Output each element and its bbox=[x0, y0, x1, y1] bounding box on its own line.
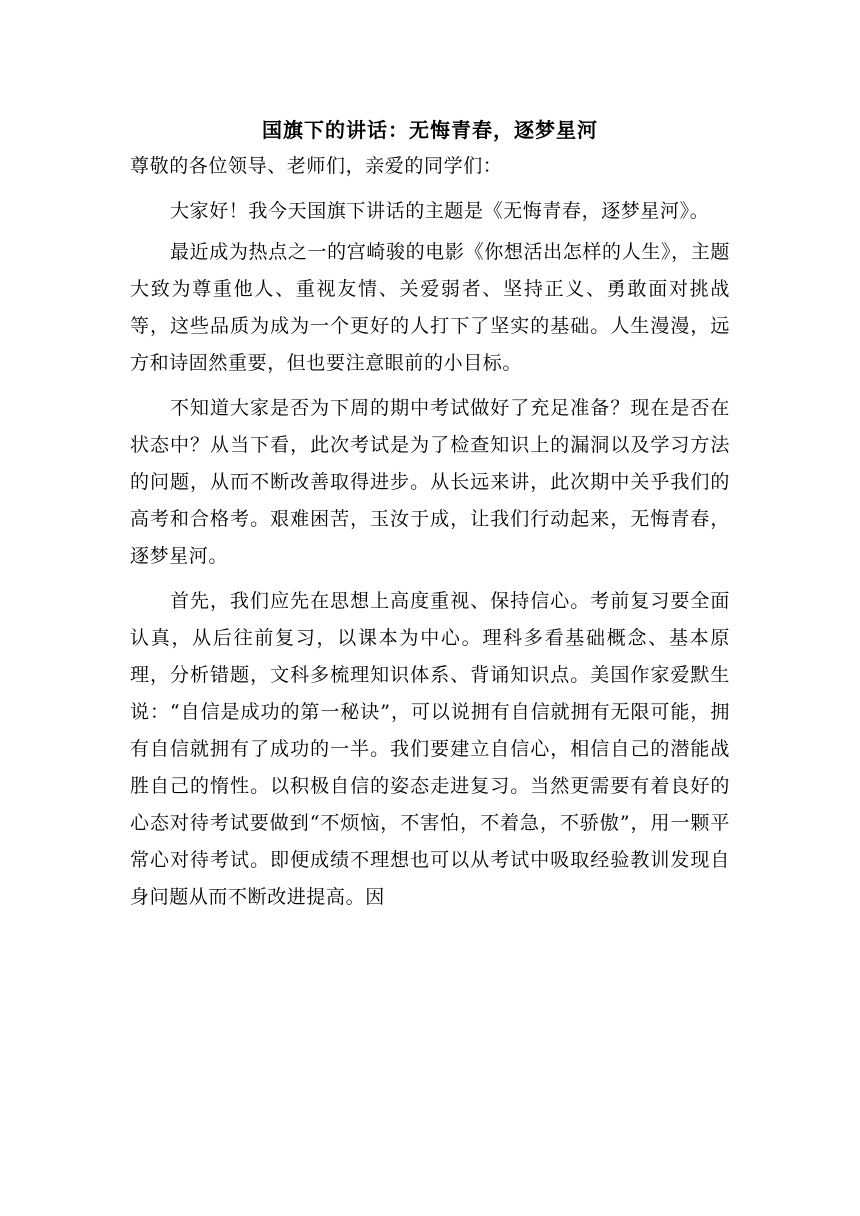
paragraph-exam: 不知道大家是否为下周的期中考试做好了充足准备？现在是否在状态中？从当下看，此次考试是为了检查知识上的漏洞以及学习方法的问题，从而不断改善取得进步。从长远来讲，此次期中关乎我们的高考和合格考。艰难困苦，玉汝于成，让我们行动起来，无悔青春，逐梦星河。 bbox=[130, 397, 730, 567]
paragraph-movie: 最近成为热点之一的宫崎骏的电影《你想活出怎样的人生》，主题大致为尊重他人、重视友情、关爱弱者、坚持正义、勇敢面对挑战等，这些品质为成为一个更好的人打下了坚实的基础。人生漫漫，远方和诗固然重要，但也要注意眼前的小目标。 bbox=[130, 241, 730, 374]
paragraph-greeting: 大家好！我今天国旗下讲话的主题是《无悔青春，逐梦星河》。 bbox=[170, 200, 710, 222]
salutation: 尊敬的各位领导、老师们，亲爱的同学们： bbox=[130, 155, 503, 177]
document-title: 国旗下的讲话：无悔青春，逐梦星河 bbox=[262, 118, 598, 142]
paragraph-confidence: 首先，我们应先在思想上高度重视、保持信心。考前复习要全面认真，从后往前复习，以课本为中心。理科多看基础概念、基本原理，分析错题，文科多梳理知识体系、背诵知识点。美国作家爱默生说：“自信是成功的第一秘诀”，可以说拥有自信就拥有无限可能，拥有自信就拥有了成功的一半。我们要建立自信心，相信自己的潜能战胜自己的惰性。以积极自信的姿态走进复习。当然更需要有着良好的心态对待考试要做到“不烦恼，不害怕，不着急，不骄傲”，用一颗平常心对待考试。即便成绩不理想也可以从考试中吸取经验教训发现自身问题从而不断改进提高。因 bbox=[130, 590, 730, 908]
speech-document bbox=[130, 112, 730, 924]
